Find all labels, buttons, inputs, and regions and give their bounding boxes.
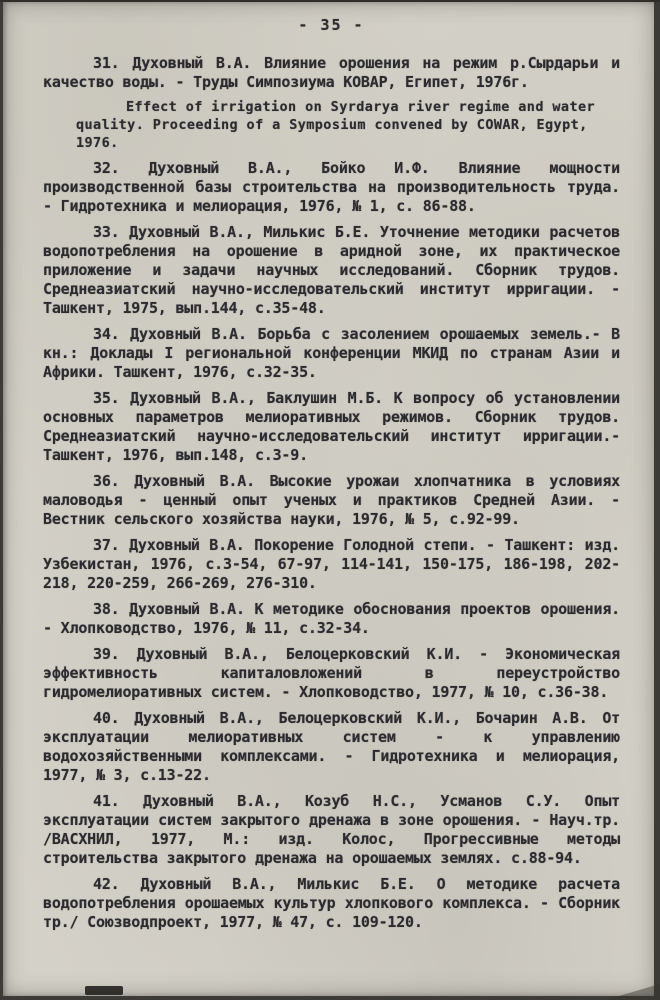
scan-artifact: [85, 986, 123, 995]
bibliography-entry: 32. Духовный В.А., Бойко И.Ф. Влияние мощности производственной базы строительства на производительность труда. - Гидротехника и мелиорация, 1976, № 1, с. 86-88.: [43, 159, 620, 215]
bibliography-entry: Effect of irrigation on Syrdarya river regime and water quality. Proceeding of a Symposium convened by COWAR, Egypt, 1976.: [76, 99, 596, 151]
bibliography-entry: 39. Духовный В.А., Белоцерковский К.И. - Экономическая эффективность капиталовложений в переустройство гидромелиоративных систем. - Хлопководство, 1977, № 10, с.36-38.: [43, 645, 620, 701]
bibliography-entry: 34. Духовный В.А. Борьба с засолением орошаемых земель.- В кн.: Доклады I региональной конференции МКИД по странам Азии и Африки. Ташкент, 1976, с.32-35.: [43, 325, 620, 381]
bibliography-entry: 31. Духовный В.А. Влияние орошения на режим р.Сырдарьи и качество воды. - Труды Симпозиума КОВАР, Египет, 1976г.: [43, 54, 620, 91]
bibliography-entry: 36. Духовный В.А. Высокие урожаи хлопчатника в условиях маловодья - ценный опыт ученых и практиков Средней Азии. - Вестник сельского хозяйства науки, 1976, № 5, с.92-99.: [43, 472, 620, 528]
bibliography-entry: 41. Духовный В.А., Козуб Н.С., Усманов С.У. Опыт эксплуатации систем закрытого дренажа в зоне орошения. - Науч.тр. /ВАСХНИЛ, 1977, М.: изд. Колос, Прогрессивные методы строительства закрытого дренажа на орошаемых землях. с.88-94.: [43, 792, 620, 867]
bibliography-entry: 35. Духовный В.А., Баклушин М.Б. К вопросу об установлении основных параметров мелиоративных режимов. Сборник трудов. Среднеазиатский научно-исследовательский институт ирригации.- Ташкент, 1976, вып.148, с.3-9.: [43, 389, 620, 464]
bibliography-entry: 42. Духовный В.А., Милькис Б.Е. О методике расчета водопотребления орошаемых культур хлопкового комплекса. - Сборник тр./ Союзводпроект, 1977, № 47, с. 109-120.: [43, 875, 620, 931]
bibliography-entry: 33. Духовный В.А., Милькис Б.Е. Уточнение методики расчетов водопотребления на орошение в аридной зоне, их практическое приложение и задачи научных исследований. Сборник трудов. Среднеазиатский научно-исследовательский институт ирригации. - Ташкент, 1975, вып.144, с.35-48.: [43, 223, 620, 317]
document-page: [3, 2, 654, 996]
bibliography-entry: 38. Духовный В.А. К методике обоснования проектов орошения. - Хлопководство, 1976, № 11, с.32-34.: [43, 600, 620, 637]
scan-artifact: [605, 984, 660, 1000]
page-number: - 35 -: [298, 16, 365, 34]
bibliography-entry: 37. Духовный В.А. Покорение Голодной степи. - Ташкент: изд. Узбекистан, 1976, с.3-54, 67-97, 114-141, 150-175, 186-198, 202-218, 220-259, 266-269, 276-310.: [43, 536, 620, 592]
bibliography-list: [43, 54, 620, 932]
bibliography-entry: 40. Духовный В.А., Белоцерковский К.И., Бочарин А.В. От эксплуатации мелиоративных систем - к управлению водохозяйственными комплексами. - Гидротехника и мелиорация, 1977, № 3, с.13-22.: [43, 709, 620, 784]
